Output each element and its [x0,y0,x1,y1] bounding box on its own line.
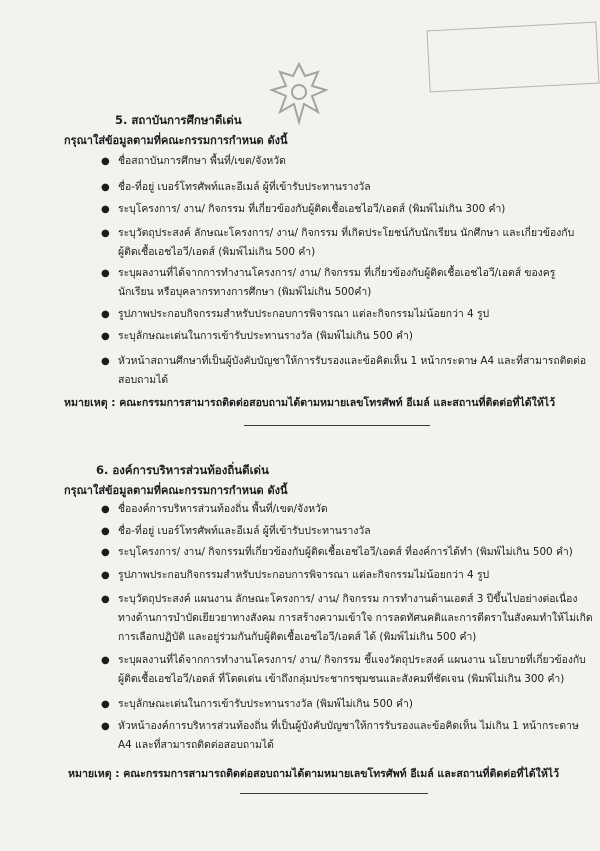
bullet-icon: ● [101,594,110,605]
section5-item-2 [101,178,371,197]
section5-item-4-line-2 [118,243,315,262]
garuda-emblem-icon [268,60,330,132]
section6-item-5-line-3 [118,628,476,647]
section6-item-7 [101,695,413,714]
item-text: ผู้ติดเชื้อเอชไอวี/เอดส์ ที่โดดเด่น เข้าถึงกลุ่มประชากรชุมชนและสังคมที่ชัดเจน (พิมพ์ไม่เกิน 300 คำ) [118,673,565,685]
bullet-icon: ● [101,331,110,342]
section6-divider [240,793,428,794]
section5-item-7 [101,327,413,346]
bullet-icon: ● [101,547,110,558]
item-text: ระบุลักษณะเด่นในการเข้ารับประทานรางวัล (พิมพ์ไม่เกิน 500 คำ) [118,330,413,342]
bullet-icon: ● [101,721,110,732]
item-text: ระบุโครงการ/ งาน/ กิจกรรมที่เกี่ยวข้องกับผู้ติดเชื้อเอชไอวี/เอดส์ ที่องค์การได้ทำ (พิมพ์ไม่เกิน 500 คำ) [118,546,573,558]
section6-note: หมายเหตุ : คณะกรรมการสามารถติดต่อสอบถามได้ตามหมายเลขโทรศัพท์ อีเมล์ และสถานที่ติดต่อที่ได้ให้ไว้ [68,768,560,780]
section5-item-4 [101,224,575,243]
section5-item-8 [101,352,587,371]
item-text: ชื่อสถาบันการศึกษา พื้นที่/เขต/จังหวัด [118,155,286,167]
item-text: การเลือกปฏิบัติ และอยู่ร่วมกันกับผู้ติดเชื้อเอชไอวี/เอดส์ ได้ (พิมพ์ไม่เกิน 500 คำ) [118,631,477,643]
item-text: รูปภาพประกอบกิจกรรมสำหรับประกอบการพิจารณา แต่ละกิจกรรมไม่น้อยกว่า 4 รูป [118,308,490,320]
section6-item-2 [101,522,371,541]
bullet-icon: ● [101,182,110,193]
bullet-icon: ● [101,228,110,239]
section6-item-4 [101,566,490,585]
section5-item-3 [101,200,506,219]
item-text: ระบุโครงการ/ งาน/ กิจกรรม ที่เกี่ยวข้องกับผู้ติดเชื้อเอชไอวี/เอดส์ (พิมพ์ไม่เกิน 300 คำ) [118,203,506,215]
section6-item-1 [101,500,328,519]
item-text: ระบุวัตถุประสงค์ ลักษณะโครงการ/ งาน/ กิจกรรม ที่เกิดประโยชน์กับนักเรียน นักศึกษา และเกี่ยวข้องกับ [118,227,575,239]
item-text: หัวหน้าสถานศึกษาที่เป็นผู้บังคับบัญชาให้การรับรองและข้อคิดเห็น 1 หน้ากระดาษ A4 และที่สามารถติดต่อ [118,355,587,367]
bullet-icon: ● [101,268,110,279]
section5-item-1 [101,152,286,171]
item-text: ผู้ติดเชื้อเอชไอวี/เอดส์ (พิมพ์ไม่เกิน 500 คำ) [118,246,316,258]
item-text: หัวหน้าองค์การบริหารส่วนท้องถิ่น ที่เป็นผู้บังคับบัญชาให้การรับรองและข้อคิดเห็น ไม่เกิน 1 หน้ากระดาษ [118,720,579,732]
bullet-icon: ● [101,204,110,215]
item-text: ระบุลักษณะเด่นในการเข้ารับประทานรางวัล (พิมพ์ไม่เกิน 500 คำ) [118,698,413,710]
item-text: ชื่อ-ที่อยู่ เบอร์โทรศัพท์และอีเมล์ ผู้ที่เข้ารับประทานรางวัล [118,181,371,193]
bullet-icon: ● [101,655,110,666]
section6-title: 6. องค์การบริหารส่วนท้องถิ่นดีเด่น [96,463,269,477]
bullet-icon: ● [101,309,110,320]
section5-item-5-line-2 [118,283,371,302]
item-text: ระบุผลงานที่ได้จากการทำงานโครงการ/ งาน/ กิจกรรม ชี้แจงวัตถุประสงค์ แผนงาน นโยบายที่เกี่ยวข้องกับ [118,654,586,666]
item-text: ชื่อ-ที่อยู่ เบอร์โทรศัพท์และอีเมล์ ผู้ที่เข้ารับประทานรางวัล [118,525,371,537]
section5-item-6 [101,305,490,324]
item-text: สอบถามได้ [118,374,169,386]
section5-instruction: กรุณาใส่ข้อมูลตามที่คณะกรรมการกำหนด ดังนี้ [64,134,288,147]
item-text: ชื่อองค์การบริหารส่วนท้องถิ่น พื้นที่/เขต/จังหวัด [118,503,328,515]
item-text: ทางด้านการบำบัดเยียวยาทางสังคม การสร้างความเข้าใจ การลดทัศนคติและการตีตราในสังคมทำให้ไม่เกิด [118,612,593,624]
section6-item-6-line-2 [118,670,564,689]
item-text: ระบุวัตถุประสงค์ แผนงาน ลักษณะโครงการ/ งาน/ กิจกรรม การทำงานด้านเอดส์ 3 ปีขึ้นไปอย่างต่อเนื่อง [118,593,578,605]
item-text: นักเรียน หรือบุคลากรทางการศึกษา (พิมพ์ไม่เกิน 500คำ) [118,286,372,298]
item-text: A4 และที่สามารถติดต่อสอบถามได้ [118,739,274,751]
item-text: รูปภาพประกอบกิจกรรมสำหรับประกอบการพิจารณา แต่ละกิจกรรมไม่น้อยกว่า 4 รูป [118,569,490,581]
section6-item-5-line-2 [118,609,593,628]
bullet-icon: ● [101,699,110,710]
section6-item-8-line-2 [118,736,274,755]
item-text: ระบุผลงานที่ได้จากการทำงานโครงการ/ งาน/ กิจกรรม ที่เกี่ยวข้องกับผู้ติดเชื้อเอชไอวี/เอดส์ ของครู [118,267,556,279]
section6-item-5 [101,590,578,609]
section6-item-8 [101,717,579,736]
bullet-icon: ● [101,526,110,537]
section5-item-5 [101,264,556,283]
section5-title: 5. สถาบันการศึกษาดีเด่น [115,113,242,127]
section5-note: หมายเหตุ : คณะกรรมการสามารถติดต่อสอบถามได้ตามหมายเลขโทรศัพท์ อีเมล์ และสถานที่ติดต่อที่ได้ให้ไว้ [64,397,556,409]
section5-item-8-line-2 [118,371,168,390]
bullet-icon: ● [101,356,110,367]
receipt-stamp [426,22,599,93]
bullet-icon: ● [101,570,110,581]
section6-item-3 [101,543,573,562]
bullet-icon: ● [101,156,110,167]
section5-divider [244,425,430,426]
bullet-icon: ● [101,504,110,515]
section6-item-6 [101,651,586,670]
section6-instruction: กรุณาใส่ข้อมูลตามที่คณะกรรมการกำหนด ดังนี้ [64,484,288,497]
